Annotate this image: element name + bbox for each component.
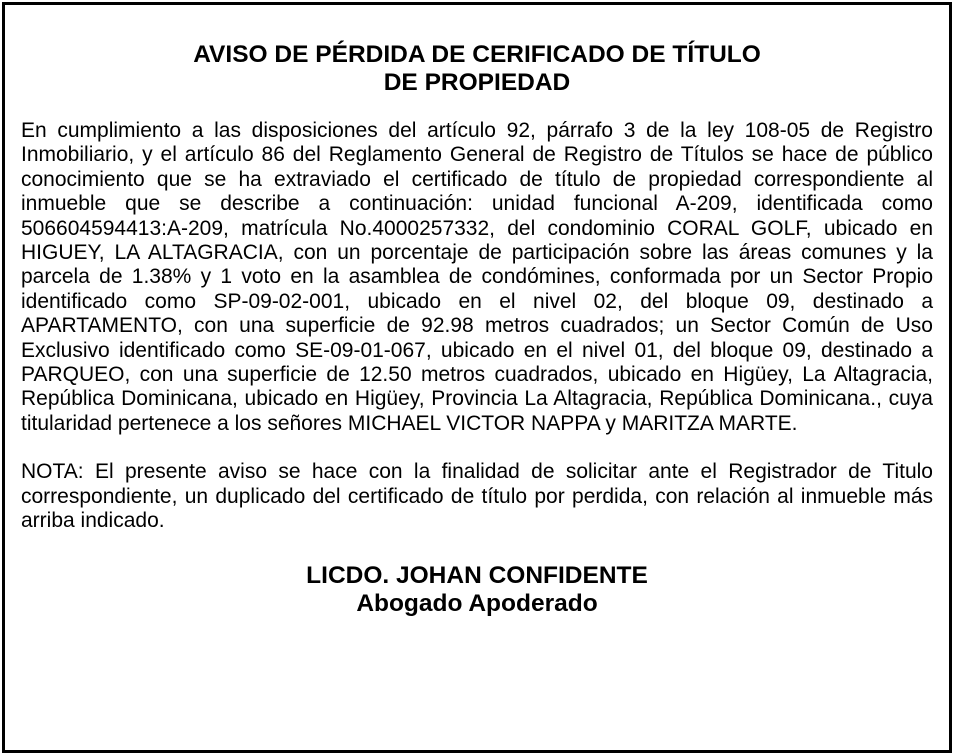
notice-content xyxy=(21,41,933,618)
notice-body: En cumplimiento a las disposiciones del artículo 92, párrafo 3 de la ley 108-05 de Registro Inmobiliario, y el artículo 86 del Reglamento General de Registro de Títulos se hace de público conocimiento que se ha extraviado el certificado de título de propiedad correspondiente al inmueble que se describe a continuación: unidad funcional A-209, identificada como 506604594413:A-209, matrícula No.4000257332, del condominio CORAL GOLF, ubicado en HIGUEY, LA ALTAGRACIA, con un porcentaje de participación sobre las áreas comunes y la parcela de 1.38% y 1 voto en la asamblea de condómines, conformada por un Sector Propio identificado como SP-09-02-001, ubicado en el nivel 02, del bloque 09, destinado a APARTAMENTO, con una superficie de 92.98 metros cuadrados; un Sector Común de Uso Exclusivo identificado como SE-09-01-067, ubicado en el nivel 01, del bloque 09, destinado a PARQUEO, con una superficie de 12.50 metros cuadrados, ubicado en Higüey, La Altagracia, República Dominicana, ubicado en Higüey, Provincia La Altagracia, República Dominicana., cuya titularidad pertenece a los señores MICHAEL VICTOR NAPPA y MARITZA MARTE. xyxy=(21,119,933,435)
notice-title-line-1: AVISO DE PÉRDIDA DE CERIFICADO DE TÍTULO xyxy=(193,41,761,68)
notice-frame xyxy=(2,2,952,753)
notice-title xyxy=(21,41,933,97)
signature-role: Abogado Apoderado xyxy=(356,589,598,617)
notice-nota: NOTA: El presente aviso se hace con la finalidad de solicitar ante el Registrador de Titulo correspondiente, un duplicado del certificado de título por perdida, con relación al inmueble más arriba indicado. xyxy=(21,460,933,533)
notice-title-line-2: DE PROPIEDAD xyxy=(383,69,571,96)
signature-block xyxy=(21,562,933,618)
signature-name: LICDO. JOHAN CONFIDENTE xyxy=(306,561,648,589)
